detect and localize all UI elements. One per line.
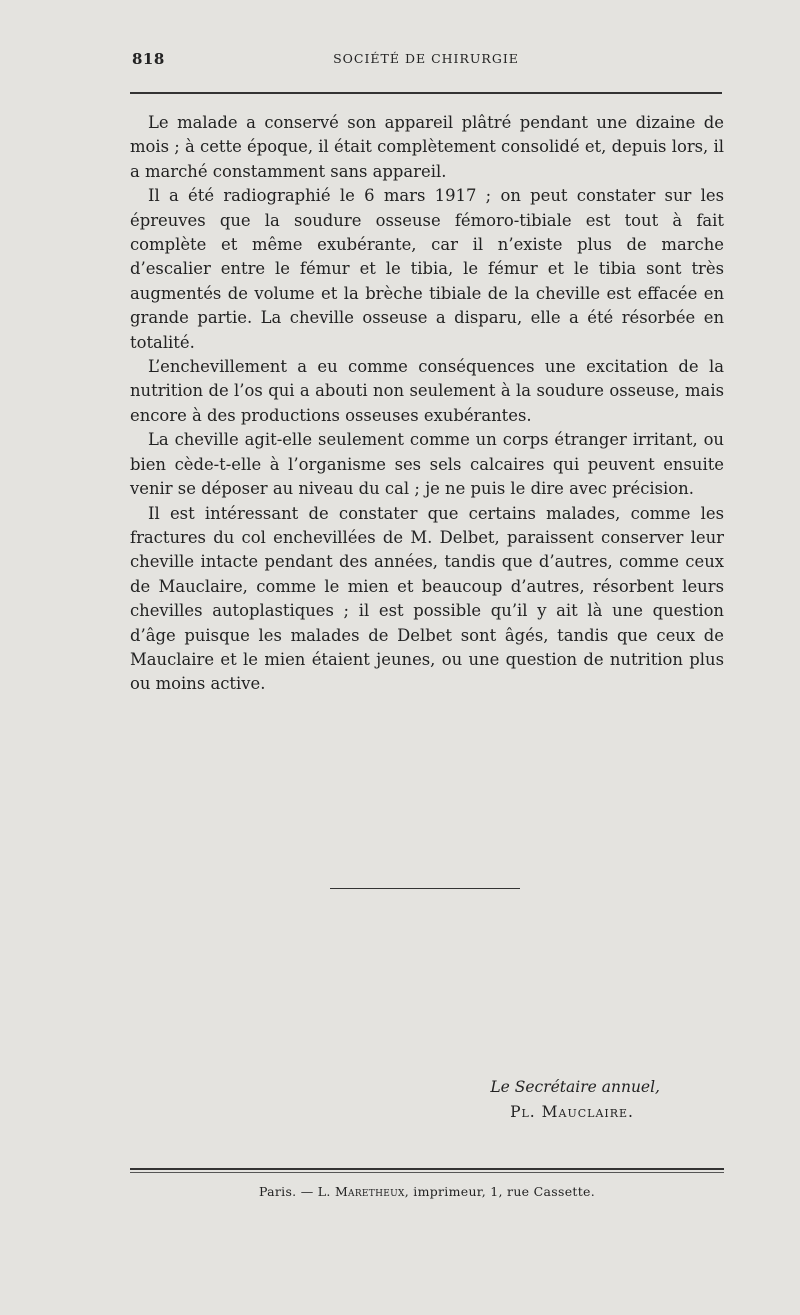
printer-imprint (130, 1184, 724, 1199)
signature-block (420, 1075, 660, 1125)
signature-name: Pl. Mauclaire. (510, 1103, 634, 1121)
paragraph: Il a été radiographié le 6 mars 1917 ; on peut constater sur les épreuves que la soudure osseuse fémoro-tibiale est tout à fait complète et même exubérante, car il n’existe plus de marche d’escalier entre le fémur et le tibia, le fémur et le tibia sont très augmentés de volume et la brèche tibiale de la cheville est effacée en grande partie. La cheville osseuse a disparu, elle a été résorbée en totalité. (130, 186, 724, 352)
footer-rule (130, 1168, 724, 1170)
imprint-suffix: imprimeur, 1, rue Cassette. (413, 1184, 596, 1199)
imprint-prefix: Paris. — L. (258, 1184, 331, 1199)
paragraph: L’enchevillement a eu comme conséquences une excitation de la nutrition de l’os qui a abouti non seulement à la soudure osseuse, mais encore à des productions osseuses exubérantes. (130, 357, 724, 425)
paragraph: Le malade a conservé son appareil plâtré pendant une dizaine de mois ; à cette époque, il était complètement consolidé et, depuis lors, il a marché constamment sans appareil. (130, 113, 724, 181)
page-number: 818 (132, 50, 165, 68)
imprint-printer: Maretheux, (334, 1184, 409, 1199)
paragraph: La cheville agit-elle seulement comme un corps étranger irritant, ou bien cède-t-elle à l’organisme ses sels calcaires qui peuvent ensuite venir se déposer au niveau du cal ; je ne puis le dire avec précision. (130, 430, 724, 499)
signature-role: Le Secrétaire annuel, (490, 1078, 660, 1096)
footer-rule-thin (130, 1172, 724, 1173)
paragraph: Il est intéressant de constater que certains malades, comme les fractures du col enchevillées de M. Delbet, paraissent conserver leur cheville intacte pendant des années, tandis que d’autres, comme ceux de Mauclaire, comme le mien et beaucoup d’autres, résorbent leurs chevilles autoplastiques ; il est possible qu’il y ait là une question d’âge puisque les malades de Delbet sont âgés, tandis que ceux de Mauclaire et le mien étaient jeunes, ou une question de nutrition plus ou moins active. (130, 503, 724, 694)
section-separator (330, 888, 520, 889)
running-title: SOCIÉTÉ DE CHIRURGIE (333, 51, 519, 66)
body-text (130, 111, 724, 697)
page-header (130, 50, 722, 76)
header-rule (130, 92, 722, 94)
